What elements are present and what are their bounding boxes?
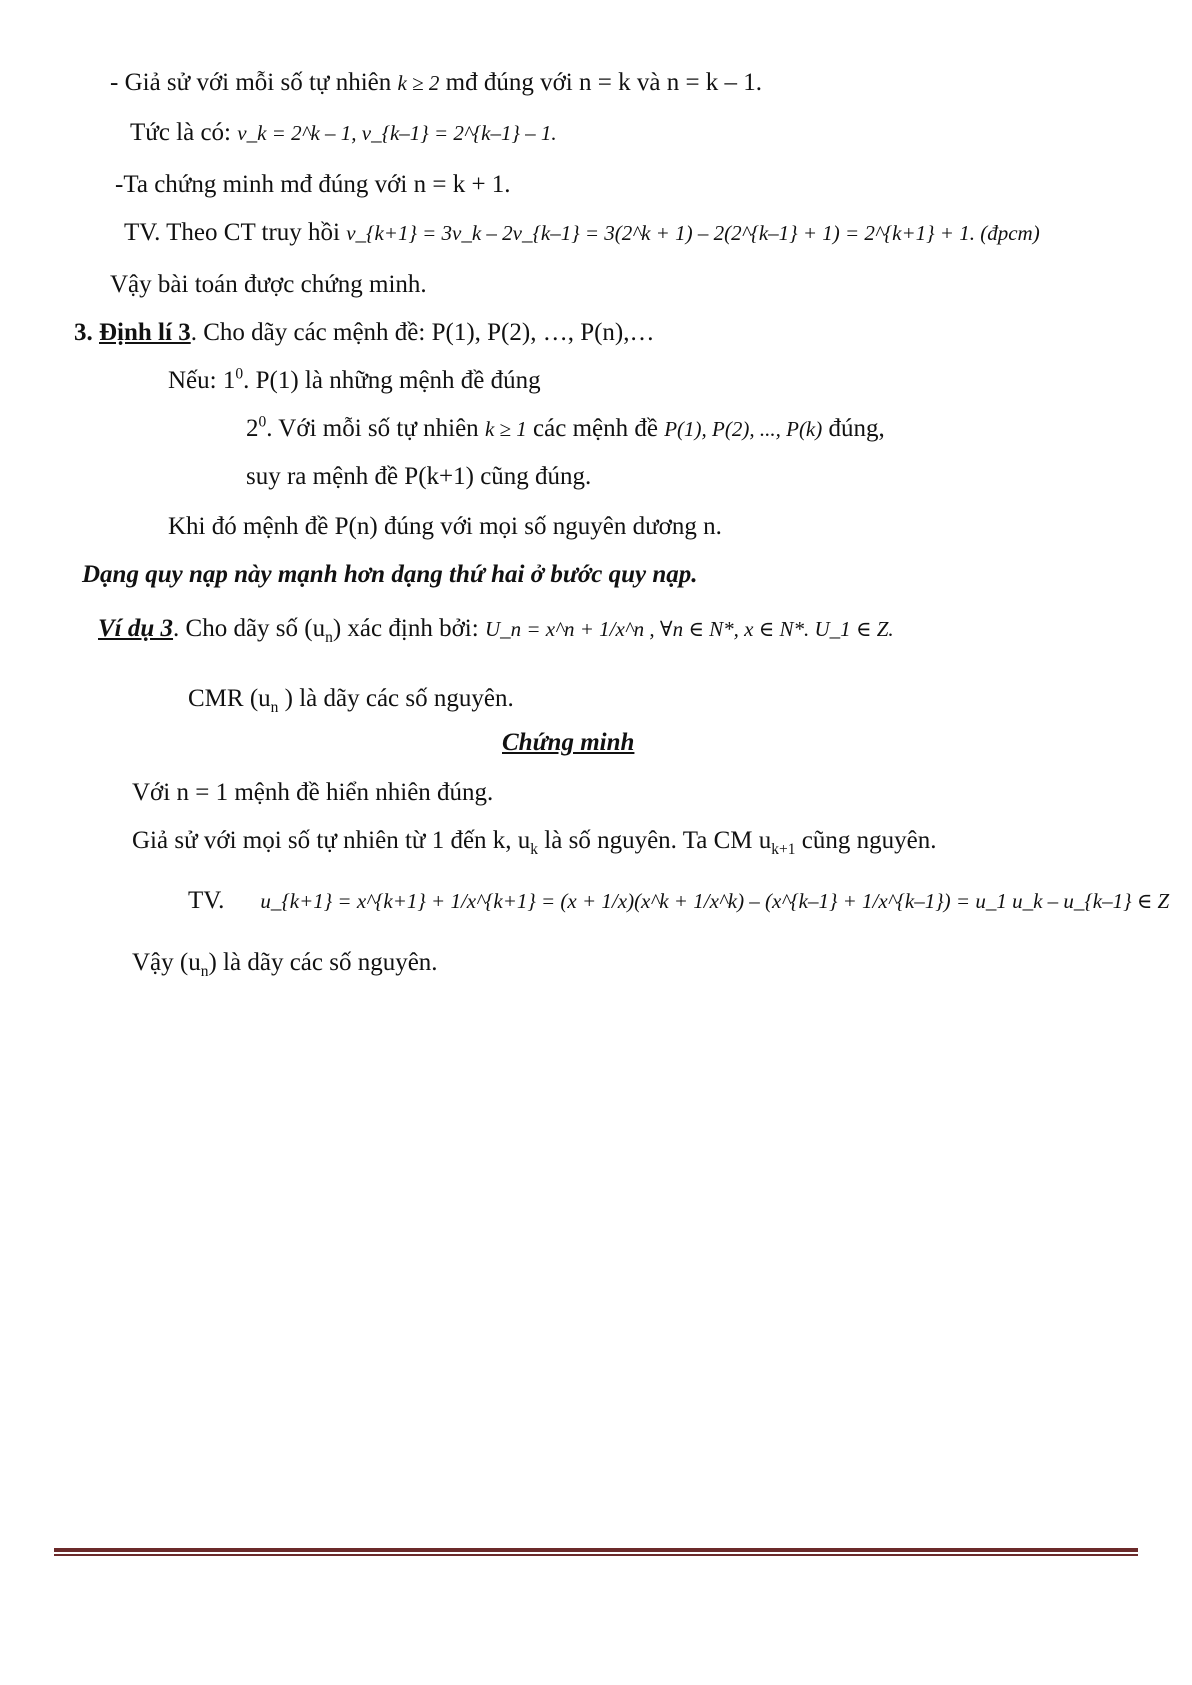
- remark: Dạng quy nạp này mạnh hơn dạng thứ hai ở bước quy nạp.: [82, 561, 698, 588]
- proof-hypothesis: Giả sử với mọi số tự nhiên từ 1 đến k, $u_k$ là số nguyên. Ta CM $u_{k+1}$ cũng nguyên.: [132, 827, 937, 858]
- proof-step-tv: TV. u_{k+1} = x^{k+1} + 1/x^{k+1} = (x + 1/x)(x^k + 1/x^k) – (x^{k–1} + 1/x^{k–1}) = u_1 u_k – u_{k–1} ∈ Z: [188, 887, 1170, 914]
- theorem-condition-1: Nếu: $1^0$. P(1) là những mệnh đề đúng: [168, 365, 541, 394]
- footer-divider-thin: [54, 1554, 1138, 1556]
- theorem-condition-2-cont: suy ra mệnh đề P(k+1) cũng đúng.: [246, 463, 592, 490]
- example-title: Ví dụ 3: [98, 615, 174, 642]
- proof-base-case: Với n = 1 mệnh đề hiển nhiên đúng.: [132, 779, 494, 806]
- theorem-3-heading: 3. Định lí 3. Cho dãy các mệnh đề: P(1), P(2), …, P(n),…: [74, 319, 655, 346]
- math-recurrence: v_{k+1} = 3v_k – 2v_{k–1} = 3(2^k + 1) – 2(2^{k–1} + 1) = 2^{k+1} + 1. (đpcm): [346, 221, 1040, 245]
- proof-conclusion: Vậy $(u_n)$ là dãy các số nguyên.: [132, 949, 438, 980]
- proof-title: Chứng minh: [502, 729, 635, 756]
- example-3-heading: Ví dụ 3. Cho dãy số $(u_n)$ xác định bởi: U_n = x^n + 1/x^n , ∀n ∈ N*, x ∈ N*. U_1 ∈ Z.: [98, 615, 894, 646]
- math-un-definition: U_n = x^n + 1/x^n , ∀n ∈ N*, x ∈ N*. U_1 ∈ Z.: [484, 617, 894, 641]
- conclusion-line: Vậy bài toán được chứng minh.: [110, 271, 427, 298]
- footer-divider-thick: [54, 1548, 1138, 1552]
- math-uk-plus-1: u_{k+1} = x^{k+1} + 1/x^{k+1} = (x + 1/x)(x^k + 1/x^k) – (x^{k–1} + 1/x^{k–1}) = u_1 u_k – u_{k–1} ∈ Z: [260, 889, 1170, 913]
- recurrence-derivation: TV. Theo CT truy hồi v_{k+1} = 3v_k – 2v_{k–1} = 3(2^k + 1) – 2(2^{k–1} + 1) = 2^{k+1} + 1. (đpcm): [124, 219, 1040, 246]
- theorem-condition-2: $2^0$. Với mỗi số tự nhiên k ≥ 1 các mệnh đề P(1), P(2), ..., P(k) đúng,: [246, 413, 885, 442]
- assumption-values: Tức là có: v_k = 2^k – 1, v_{k–1} = 2^{k–1} – 1.: [130, 119, 557, 146]
- math-k-ge-2: k ≥ 2: [397, 71, 440, 95]
- footer-divider: [54, 1548, 1138, 1556]
- theorem-conclusion: Khi đó mệnh đề P(n) đúng với mọi số nguyên dương n.: [168, 513, 722, 540]
- theorem-title: Định lí 3: [99, 319, 191, 346]
- prove-step: -Ta chứng minh mđ đúng với n = k + 1.: [115, 171, 511, 198]
- induction-step-assumption: - Giả sử với mỗi số tự nhiên k ≥ 2 mđ đúng với n = k và n = k – 1.: [110, 69, 763, 96]
- math-vk-values: v_k = 2^k – 1, v_{k–1} = 2^{k–1} – 1.: [237, 121, 557, 145]
- cmr-line: CMR ($u_n$ ) là dãy các số nguyên.: [188, 685, 514, 716]
